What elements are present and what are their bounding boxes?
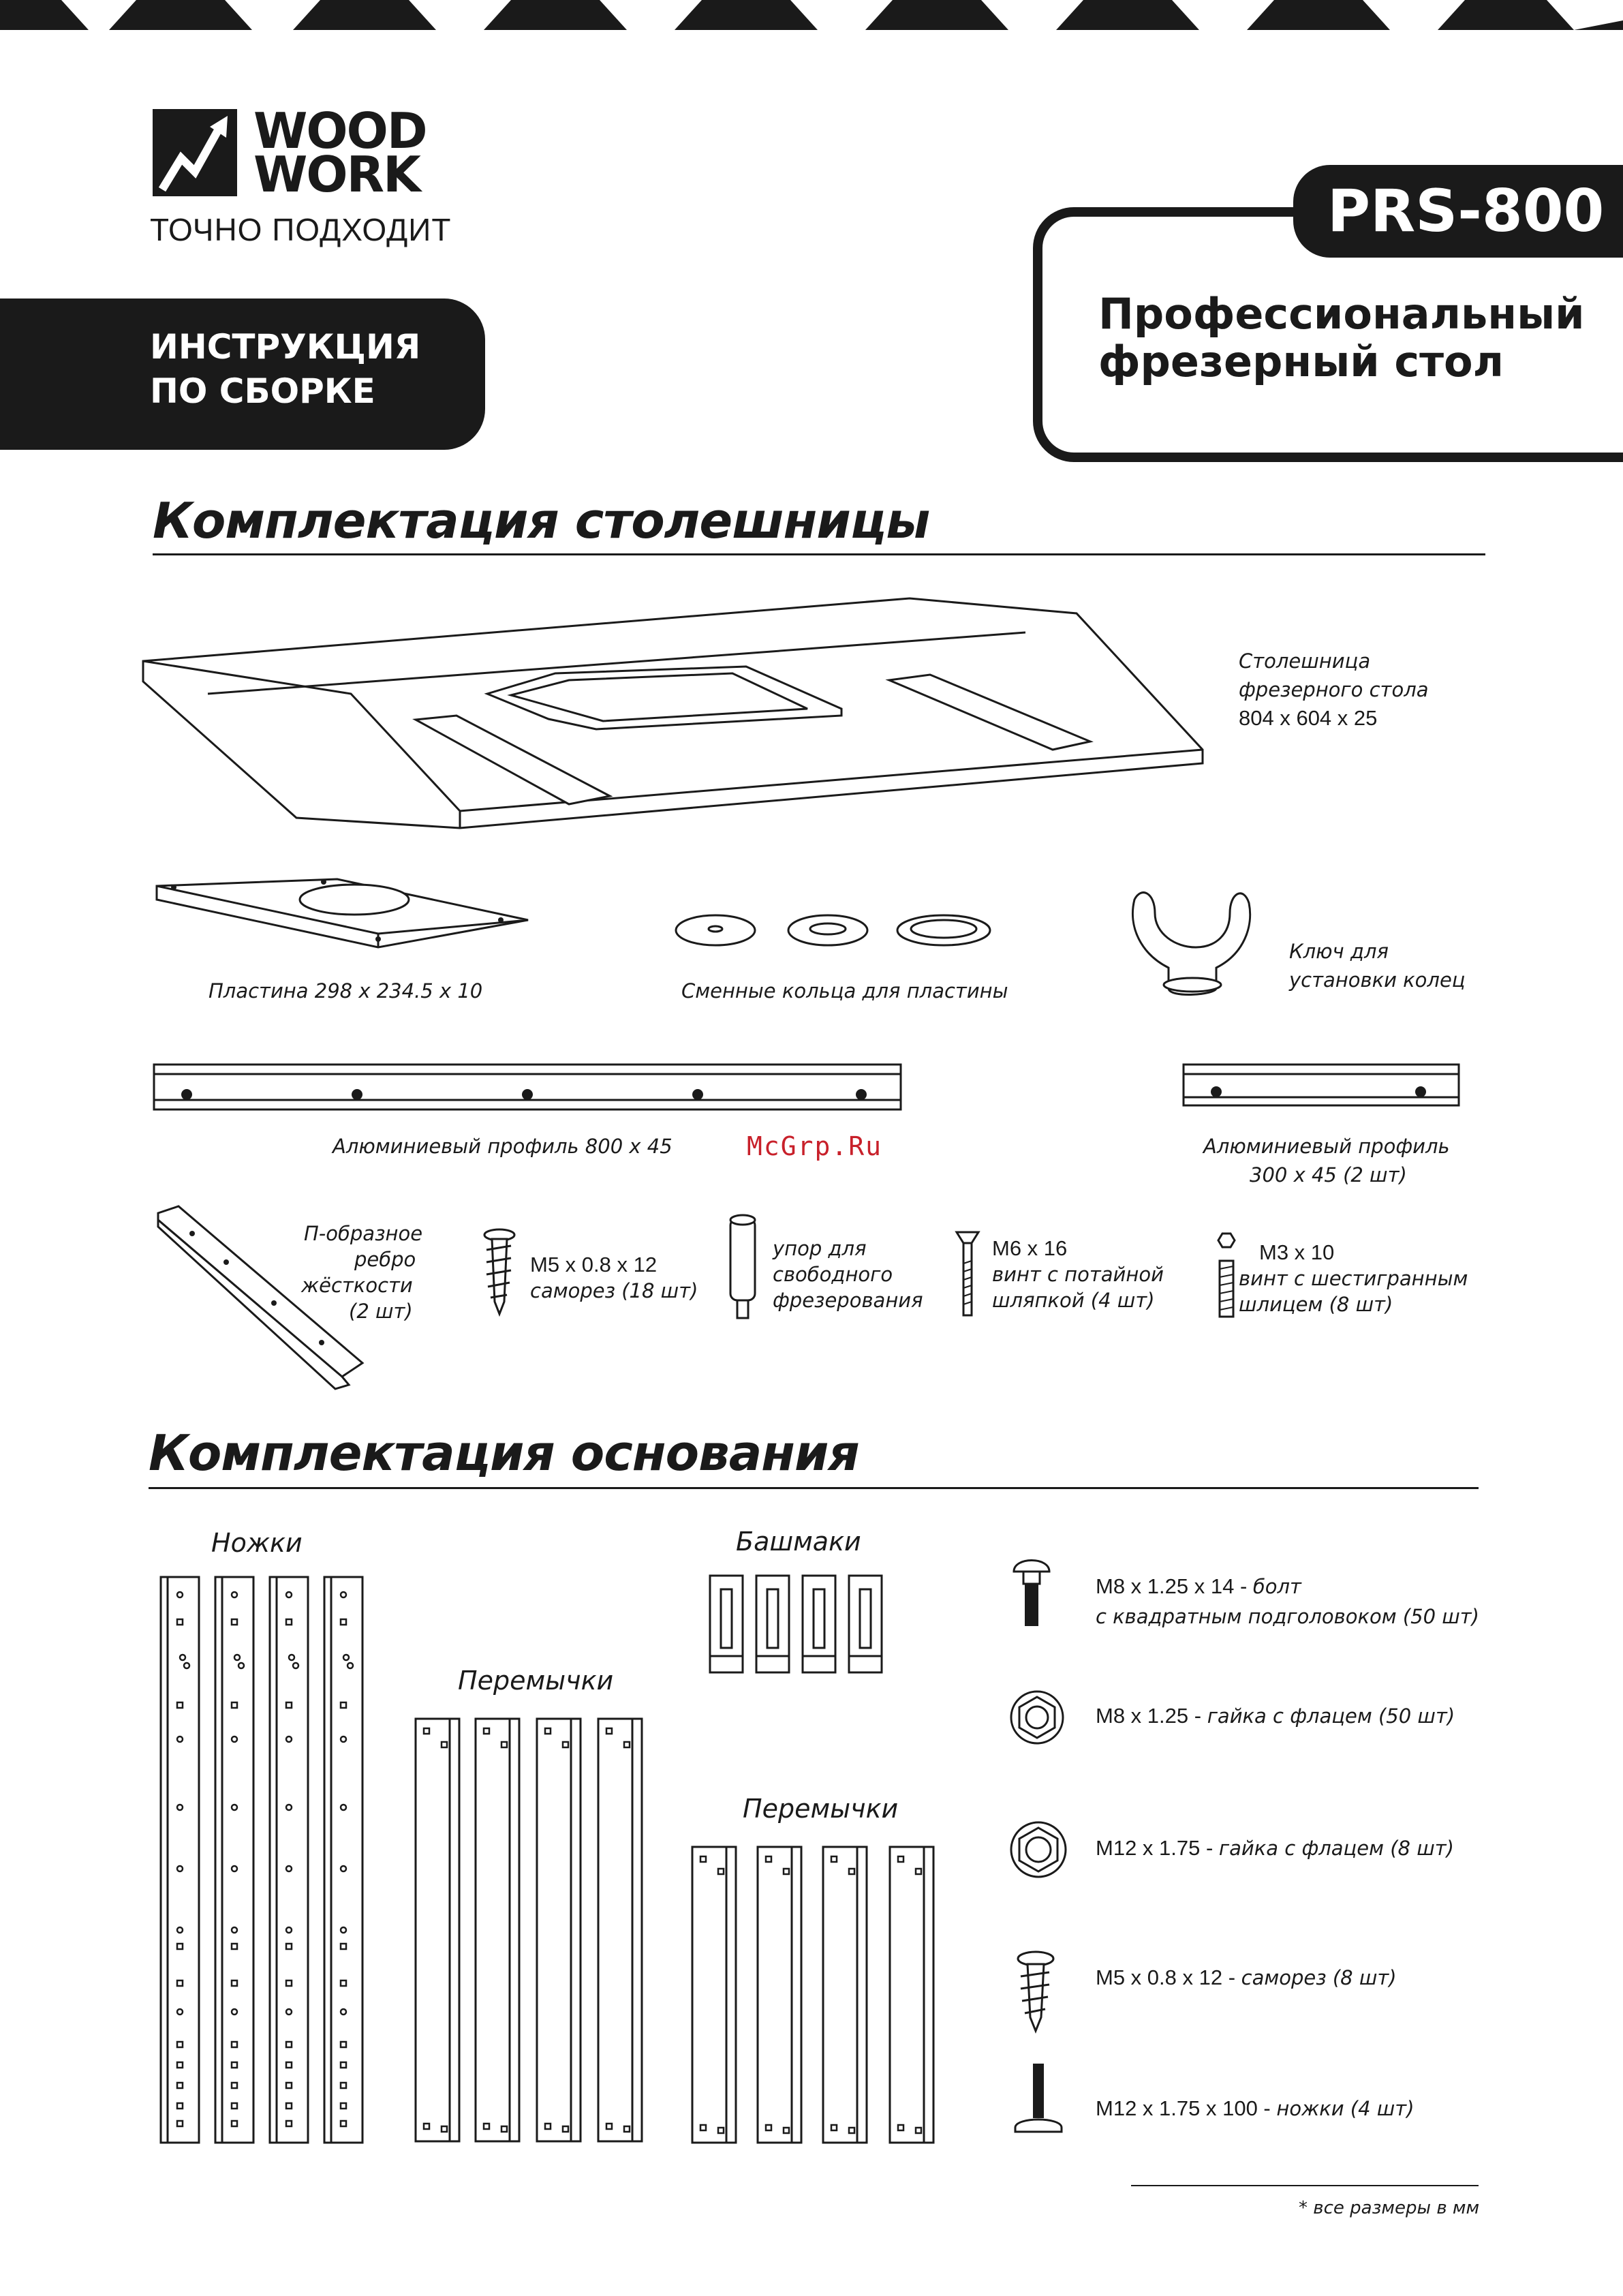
legs-group-label: Ножки [211, 1528, 303, 1558]
long-braces-drawing [414, 1717, 646, 2144]
hw-4-line1 [1096, 1963, 1397, 1993]
key-label-2: установки колец [1289, 968, 1466, 992]
aluminium-profile-300-icon [1182, 1062, 1462, 1109]
bolt-m6-label-3: шляпкой (4 шт) [992, 1289, 1155, 1312]
tabletop-section-title: Комплектация столешницы [153, 492, 930, 549]
profile-short-label-1: Алюминиевый профиль [1203, 1135, 1450, 1158]
legs-drawing [159, 1576, 371, 2145]
rib-label-3: жёсткости [301, 1274, 413, 1297]
hw-2-line1 [1096, 1701, 1455, 1731]
braces-long-group-label: Перемычки [458, 1666, 614, 1696]
insert-plate-icon [153, 879, 535, 954]
stop-label-2: свободного [773, 1263, 893, 1286]
self-tapping-screw-icon [1015, 1949, 1056, 2034]
bolt-m6-icon [954, 1229, 981, 1318]
hw-2-desc: гайка с флацем (50 шт) [1207, 1704, 1455, 1728]
set-screw-label-1: M3 x 10 [1259, 1240, 1335, 1264]
brand-line1: WOOD [253, 102, 427, 159]
tabletop-label-2: фрезерного стола [1239, 678, 1429, 701]
hw-5-desc: ножки (4 шт) [1276, 2097, 1415, 2120]
ring-key-icon [1128, 886, 1257, 1002]
doc-type-line2: ПО СБОРКЕ [150, 371, 375, 411]
braces-short-group-label: Перемычки [743, 1794, 899, 1824]
doc-type-line1: ИНСТРУКЦИЯ [150, 327, 421, 367]
brand-tagline: ТОЧНО ПОДХОДИТ [150, 212, 452, 247]
flange-nut-large-icon [1010, 1821, 1067, 1878]
feet-group-label: Башмаки [736, 1527, 861, 1557]
short-braces-drawing [691, 1846, 940, 2145]
footnote: * все размеры в мм [1299, 2198, 1480, 2218]
profile-long-label: Алюминиевый профиль 800 x 45 [333, 1135, 673, 1158]
model-number: PRS-800 [1327, 177, 1605, 245]
carriage-bolt-icon [1011, 1554, 1052, 1629]
hw-3-line1 [1096, 1833, 1454, 1863]
set-screw-label-2: винт с шестигранным [1239, 1267, 1468, 1290]
hw-3-spec: M12 x 1.75 - [1096, 1836, 1219, 1860]
base-section-title: Комплектация основания [149, 1424, 859, 1482]
rib-label-2: ребро [354, 1248, 416, 1271]
screw-m5-label-2: саморез (18 шт) [530, 1279, 698, 1302]
woodwork-logo-icon [153, 109, 237, 196]
set-screw-m3-icon [1216, 1231, 1237, 1319]
top-stripe-band [0, 0, 1623, 30]
hw-2-spec: M8 x 1.25 - [1096, 1704, 1207, 1728]
bolt-m6-label-1: M6 x 16 [992, 1236, 1068, 1260]
hw-5-line1 [1096, 2094, 1415, 2124]
product-name-line2: фрезерный стол [1098, 337, 1504, 386]
product-name-line1: Профессиональный [1098, 289, 1585, 339]
tabletop-section-rule [153, 553, 1485, 555]
key-label-1: Ключ для [1289, 940, 1389, 963]
leveling-foot-icon [1010, 2062, 1067, 2139]
plate-label: Пластина 298 x 234.5 x 10 [208, 979, 483, 1002]
tabletop-label-1: Столешница [1239, 649, 1371, 673]
feet-drawing [709, 1574, 888, 1677]
set-screw-label-3: шлицем (8 шт) [1239, 1293, 1393, 1316]
watermark: McGrp.Ru [747, 1131, 883, 1161]
rib-label-1: П-образное [304, 1222, 423, 1245]
hw-1-line1 [1096, 1572, 1301, 1602]
hw-1-desc: болт [1252, 1575, 1301, 1598]
stop-label-1: упор для [773, 1237, 867, 1260]
tabletop-label-3: 804 x 604 x 25 [1239, 706, 1378, 730]
stop-label-3: фрезерования [773, 1289, 923, 1312]
profile-short-label-2: 300 x 45 (2 шт) [1250, 1163, 1407, 1187]
hw-4-desc: саморез (8 шт) [1241, 1966, 1397, 1989]
stop-pin-icon [728, 1213, 758, 1322]
hw-1-line2: с квадратным подголовоком (50 шт) [1096, 1605, 1479, 1628]
rings-icon [675, 910, 995, 951]
rib-label-4: (2 шт) [349, 1300, 413, 1323]
hw-1-spec: M8 x 1.25 x 14 - [1096, 1574, 1253, 1598]
rings-label: Сменные кольца для пластины [681, 979, 1008, 1002]
brand-line2: WORK [253, 146, 420, 203]
screw-m5-icon [482, 1227, 516, 1315]
footnote-rule [1131, 2185, 1479, 2186]
screw-m5-label-1: M5 x 0.8 x 12 [530, 1253, 658, 1276]
hw-5-spec: M12 x 1.75 x 100 - [1096, 2096, 1277, 2120]
aluminium-profile-800-icon [153, 1062, 902, 1114]
bolt-m6-label-2: винт с потайной [992, 1263, 1164, 1286]
hw-4-spec: M5 x 0.8 x 12 - [1096, 1965, 1241, 1989]
flange-nut-icon [1010, 1690, 1064, 1745]
hw-3-desc: гайка с флацем (8 шт) [1218, 1837, 1454, 1860]
tabletop-drawing [140, 593, 1216, 831]
base-section-rule [149, 1487, 1479, 1489]
